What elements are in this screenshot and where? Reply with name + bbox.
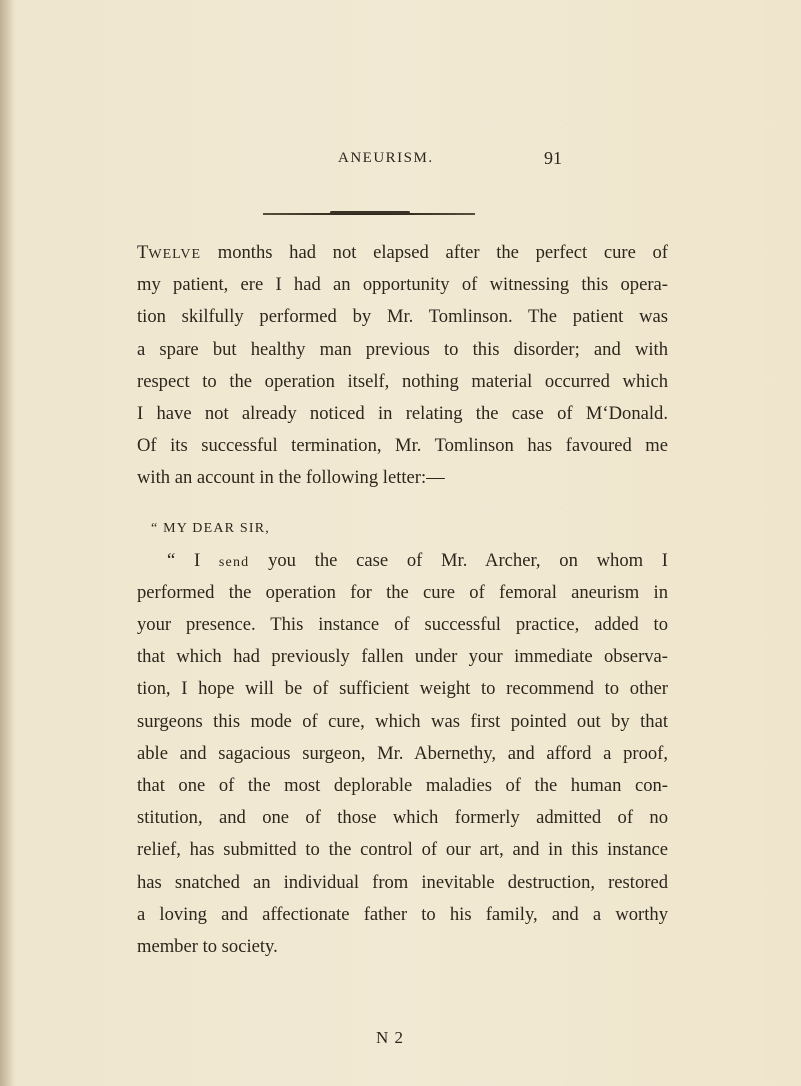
letter-line: that one of the most deplorable maladies of the human con- [137,775,668,796]
signature-mark: N 2 [376,1028,405,1047]
letter-line: member to society. [137,935,278,957]
paragraph-line: a spare but healthy man previous to this disorder; and with [137,338,668,360]
letter-salutation: “ MY DEAR SIR, [151,520,270,536]
body-text [137,237,668,963]
letter-line: that which had previously fallen under your immediate observa- [137,646,668,668]
running-title: ANEURISM. [338,150,434,166]
letter-line: a loving and affectionate father to his family, and a worthy [137,903,668,925]
drop-word: TWELVE [137,242,202,263]
paragraph-line: respect to the operation itself, nothing material occurred which [137,370,668,392]
letter-line: has snatched an individual from inevitable destruction, restored [137,871,668,893]
section-rule-ornament [330,211,410,214]
page-number: 91 [544,148,562,168]
small-caps-word: send [218,554,250,570]
paragraph-line: TWELVE months had not elapsed after the perfect cure of [137,242,668,263]
letter-line: “ I send you the case of Mr. Archer, on whom I [167,549,668,571]
paragraph-line: I have not already noticed in relating the case of M‘Donald. [137,402,668,424]
letter-line: tion, I hope will be of sufficient weight to recommend to other [137,678,668,700]
letter-line: surgeons this mode of cure, which was first pointed out by that [137,710,668,732]
paragraph-line: my patient, ere I had an opportunity of witnessing this opera- [137,274,668,296]
letter-line: stitution, and one of those which formerly admitted of no [137,807,668,829]
paragraph-line: with an account in the following letter:— [137,467,445,489]
paragraph-line: Of its successful termination, Mr. Tomlinson has favoured me [137,435,668,457]
running-head [0,150,801,174]
letter-line: able and sagacious surgeon, Mr. Abernethy, and afford a proof, [137,742,668,764]
letter-line: performed the operation for the cure of femoral aneurism in [137,581,668,603]
paragraph-line: tion skilfully performed by Mr. Tomlinson. The patient was [137,306,668,328]
letter-line: relief, has submitted to the control of our art, and in this instance [137,839,668,861]
letter-line: your presence. This instance of successful practice, added to [137,614,668,636]
